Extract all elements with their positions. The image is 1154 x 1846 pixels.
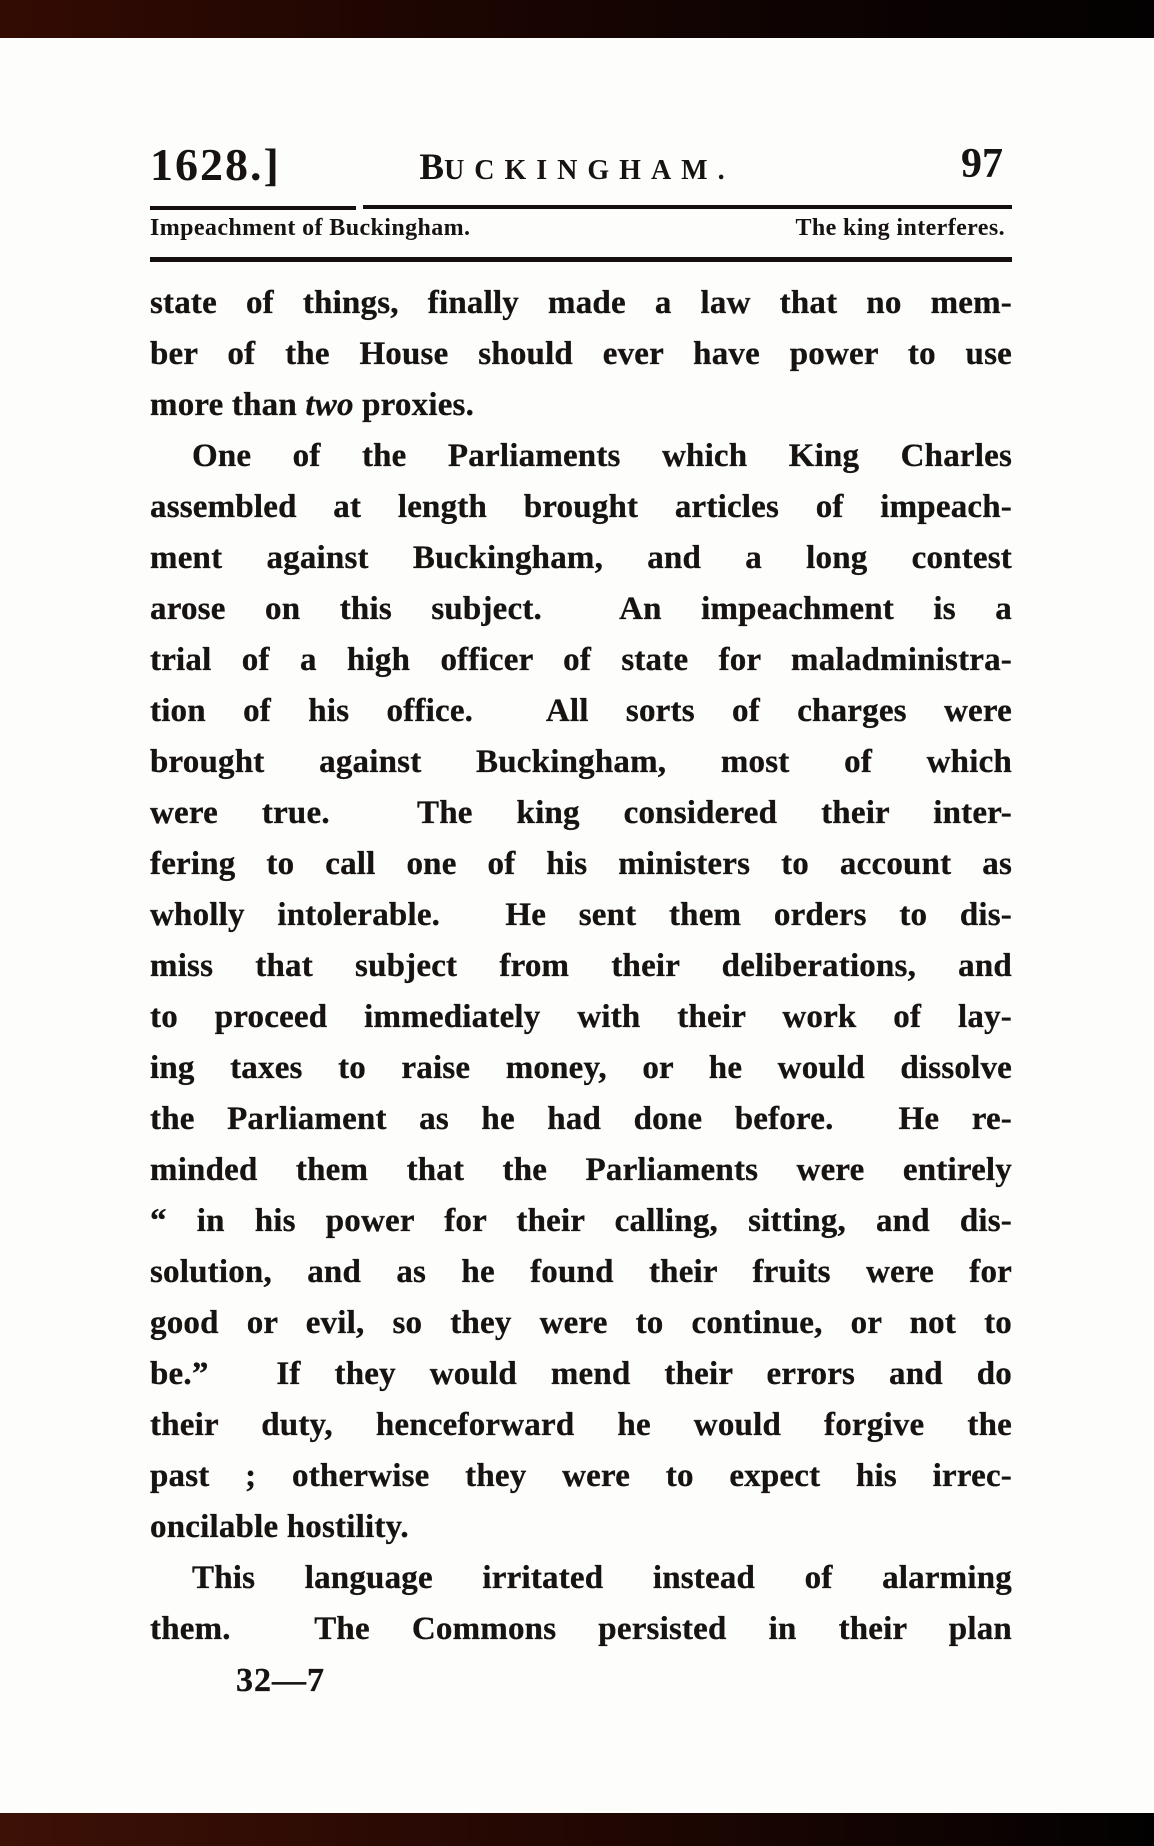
header-rule-right-segment [363,205,1012,209]
text-segment: proxies. [353,387,475,423]
text-line: past ; otherwise they were to expect his irrec- [150,1458,1012,1494]
text-line: state of things, finally made a law that no mem- [150,285,1012,321]
text-line: solution, and as he found their fruits were for [150,1254,1012,1290]
running-head-right: The king interferes. [795,215,1005,241]
text-line-paragraph-start: This language irritated instead of alarming [192,1560,1012,1596]
header-year: 1628.] [150,139,281,190]
text-line: miss that subject from their deliberations, and [150,948,1012,984]
text-line: good or evil, so they were to continue, or not to [150,1305,1012,1341]
italic-word: two [305,387,354,423]
text-line: were true. The king considered their inter- [150,795,1012,831]
text-line: minded them that the Parliaments were entirely [150,1152,1012,1188]
body-text-block [150,278,1012,1655]
text-segment: more than [150,387,306,423]
scan-border-top [0,0,1154,38]
page-number: 97 [961,141,1003,187]
text-line: brought against Buckingham, most of which [150,744,1012,780]
text-line: tion of his office. All sorts of charges were [150,693,1012,729]
page-title-rest: UCKINGHAM. [444,155,735,186]
text-line-paragraph-end: oncilable hostility. [150,1509,409,1545]
text-line: “ in his power for their calling, sitting, and dis- [150,1203,1012,1239]
text-line: be.” If they would mend their errors and do [150,1356,1012,1392]
text-line: ment against Buckingham, and a long contest [150,540,1012,576]
text-line-paragraph-start: One of the Parliaments which King Charles [192,438,1012,474]
text-line: arose on this subject. An impeachment is a [150,591,1012,627]
running-head-bottom-rule [150,257,1012,262]
text-line-with-italic [150,380,1012,431]
text-line: them. The Commons persisted in their plan [150,1611,1012,1647]
page-title-initial: B [419,147,445,188]
text-line: wholly intolerable. He sent them orders to dis- [150,897,1012,933]
text-line: to proceed immediately with their work of lay- [150,999,1012,1035]
text-line: trial of a high officer of state for maladministra- [150,642,1012,678]
text-line: ber of the House should ever have power to use [150,336,1012,372]
text-line: ing taxes to raise money, or he would dissolve [150,1050,1012,1086]
scan-border-bottom [0,1813,1154,1846]
text-line: assembled at length brought articles of impeach- [150,489,1012,525]
text-line: the Parliament as he had done before. He re- [150,1101,1012,1137]
running-head-left: Impeachment of Buckingham. [150,215,471,241]
header-rule-left-segment [150,206,356,210]
text-line: fering to call one of his ministers to account as [150,846,1012,882]
signature-mark: 32—7 [236,1662,325,1699]
text-line: their duty, henceforward he would forgive the [150,1407,1012,1443]
